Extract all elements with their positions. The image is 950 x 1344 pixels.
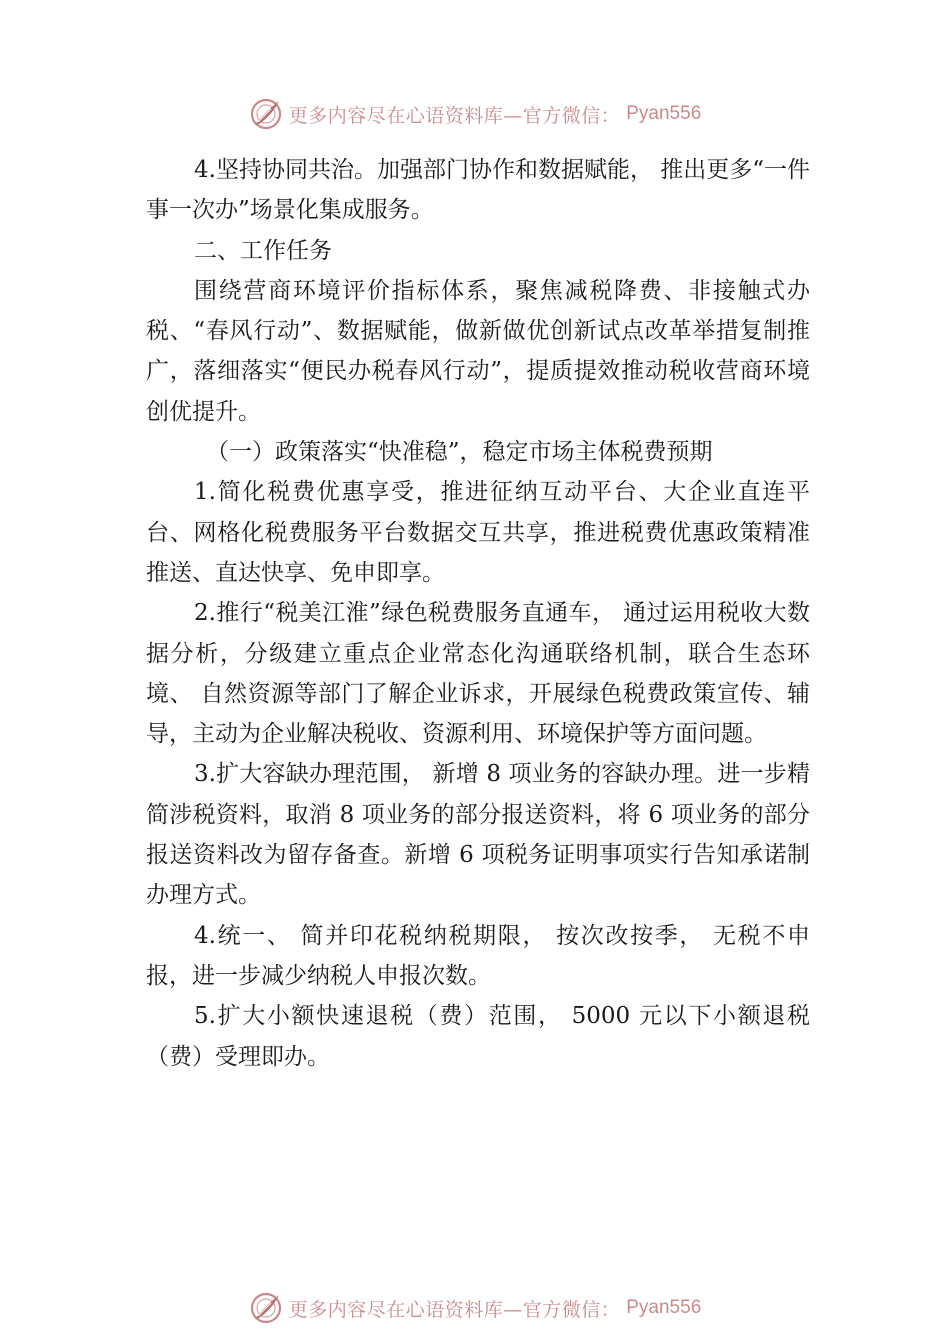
paragraph-item-5: 5.扩大小额快速退税（费）范围， 5000 元以下小额退税（费）受理即办。 [146, 1003, 810, 1070]
watermark-wechat-id: Pyan556 [626, 103, 702, 124]
watermark-text: 更多内容尽在心语资料库—官方微信： [288, 104, 621, 127]
paragraph-item-4: 4.统一、 简并印花税纳税期限， 按次改按季， 无税不申报，进一步减少纳税人申报次数。 [146, 922, 810, 989]
paragraph-item-2: 2.推行“税美江淮”绿色税费服务直通车， 通过运用税收大数据分析，分级建立重点企业常态化沟通联络机制，联合生态环境、 自然资源等部门了解企业诉求，开展绿色税费政策宣传、辅导，主动为企业解决税收、资源利用、环境保护等方面问题。 [146, 600, 810, 748]
quill-seal-icon [249, 97, 283, 131]
paragraph-tasks-intro: 围绕营商环境评价指标体系，聚焦减税降费、非接触式办税、“春风行动”、数据赋能，做新做优创新试点改革举措复制推广，落细落实“便民办税春风行动”，提质提效推动税收营商环境创优提升。 [146, 277, 810, 425]
watermark-text: 更多内容尽在心语资料库—官方微信： [288, 1298, 621, 1321]
subsection-heading-policy: （一）政策落实“快准稳”，稳定市场主体税费预期 [206, 439, 713, 466]
quill-seal-icon [249, 1291, 283, 1325]
document-body [146, 150, 810, 1077]
paragraph-item-1: 1.简化税费优惠享受，推进征纳互动平台、大企业直连平台、网格化税费服务平台数据交互共享，推进税费优惠政策精准推送、直达快享、免申即享。 [146, 479, 810, 586]
footer-watermark [0, 1288, 950, 1328]
section-heading-tasks: 二、工作任务 [194, 237, 332, 264]
watermark-wechat-id: Pyan556 [626, 1297, 702, 1318]
header-watermark [0, 94, 950, 134]
paragraph-item-3: 3.扩大容缺办理范围， 新增 8 项业务的容缺办理。进一步精简涉税资料，取消 8 项业务的部分报送资料，将 6 项业务的部分报送资料改为留存备查。新增 6 项税务证明事项实行告知承诺制办理方式。 [146, 761, 810, 909]
paragraph-principle-4: 4.坚持协同共治。加强部门协作和数据赋能， 推出更多“一件事一次办”场景化集成服务。 [146, 157, 811, 224]
